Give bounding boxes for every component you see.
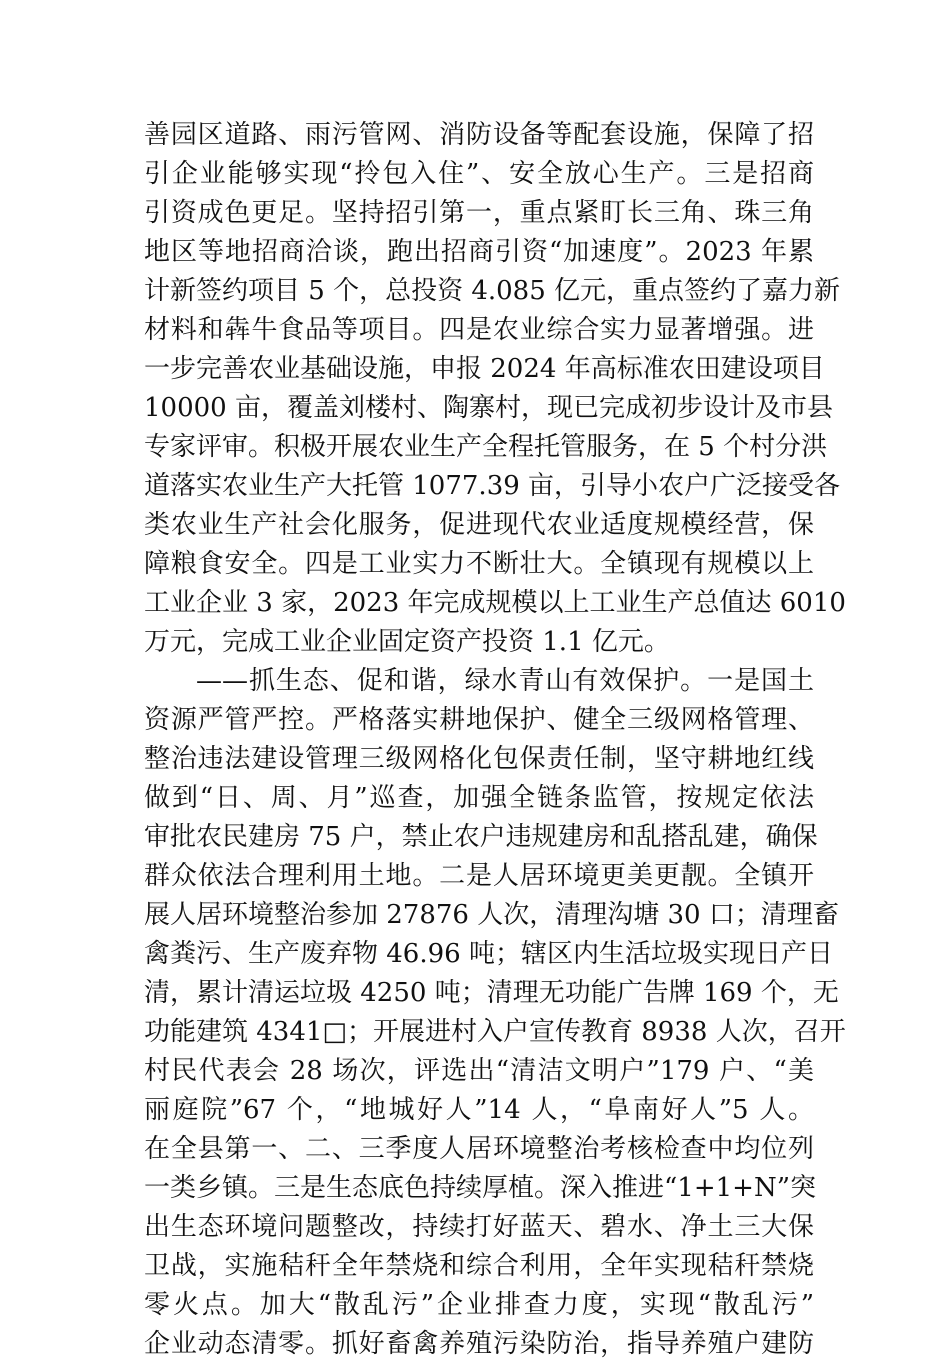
text-line: 一类乡镇。三是生态底色持续厚植。深入推进“1+1+N”突 [144,1173,816,1203]
text-line: 零火点。加大“散乱污”企业排查力度，实现“散乱污” [144,1290,814,1320]
text-line: 清，累计清运垃圾 4250 吨；清理无功能广告牌 169 个，无 [144,978,839,1008]
text-line: 出生态环境问题整改，持续打好蓝天、碧水、净土三大保 [144,1212,814,1242]
text-line: 丽庭院”67 个，“地城好人”14 人，“阜南好人”5 人。 [144,1095,814,1125]
text-line: 工业企业 3 家，2023 年完成规模以上工业生产总值达 6010 [144,588,846,618]
text-line: 功能建筑 4341□；开展进村入户宣传教育 8938 人次，召开 [144,1017,846,1047]
text-line: 引资成色更足。坚持招引第一，重点紧盯长三角、珠三角 [144,198,814,228]
text-line: 在全县第一、二、三季度人居环境整治考核检查中均位列 [144,1134,814,1164]
text-line: 做到“日、周、月”巡查，加强全链条监管，按规定依法 [144,783,814,813]
text-line: 善园区道路、雨污管网、消防设备等配套设施，保障了招 [144,120,814,150]
text-line: ——抓生态、促和谐，绿水青山有效保护。一是国土 [196,666,814,696]
body-text [144,116,846,1364]
text-line: 万元，完成工业企业固定资产投资 1.1 亿元。 [144,627,670,657]
text-line: 群众依法合理利用土地。二是人居环境更美更靓。全镇开 [144,861,814,891]
text-line: 企业动态清零。抓好畜禽养殖污染防治，指导养殖户建防 [144,1329,814,1359]
text-line: 禽粪污、生产废弃物 46.96 吨；辖区内生活垃圾实现日产日 [144,939,833,969]
text-line: 计新签约项目 5 个，总投资 4.085 亿元，重点签约了嘉力新 [144,276,841,306]
text-line: 道落实农业生产大托管 1077.39 亩，引导小农户广泛接受各 [144,471,841,501]
text-line: 村民代表会 28 场次，评选出“清洁文明户”179 户、“美 [144,1056,814,1086]
text-line: 10000 亩，覆盖刘楼村、陶寨村，现已完成初步设计及市县 [144,393,833,423]
text-line: 一步完善农业基础设施，申报 2024 年高标准农田建设项目 [144,354,825,384]
text-line: 材料和犇牛食品等项目。四是农业综合实力显著增强。进 [144,315,814,345]
text-line: 审批农民建房 75 户，禁止农户违规建房和乱搭乱建，确保 [144,822,818,852]
text-line: 展人居环境整治参加 27876 人次，清理沟塘 30 口；清理畜 [144,900,839,930]
text-line: 地区等地招商洽谈，跑出招商引资“加速度”。2023 年累 [144,237,814,267]
text-line: 资源严管严控。严格落实耕地保护、健全三级网格管理、 [144,705,814,735]
text-line: 卫战，实施秸秆全年禁烧和综合利用，全年实现秸秆禁烧 [144,1251,814,1281]
text-line: 专家评审。积极开展农业生产全程托管服务，在 5 个村分洪 [144,432,828,462]
text-line: 引企业能够实现“拎包入住”、安全放心生产。三是招商 [144,159,814,189]
text-line: 障粮食安全。四是工业实力不断壮大。全镇现有规模以上 [144,549,814,579]
text-line: 类农业生产社会化服务，促进现代农业适度规模经营，保 [144,510,814,540]
text-line: 整治违法建设管理三级网格化包保责任制，坚守耕地红线 [144,744,814,774]
